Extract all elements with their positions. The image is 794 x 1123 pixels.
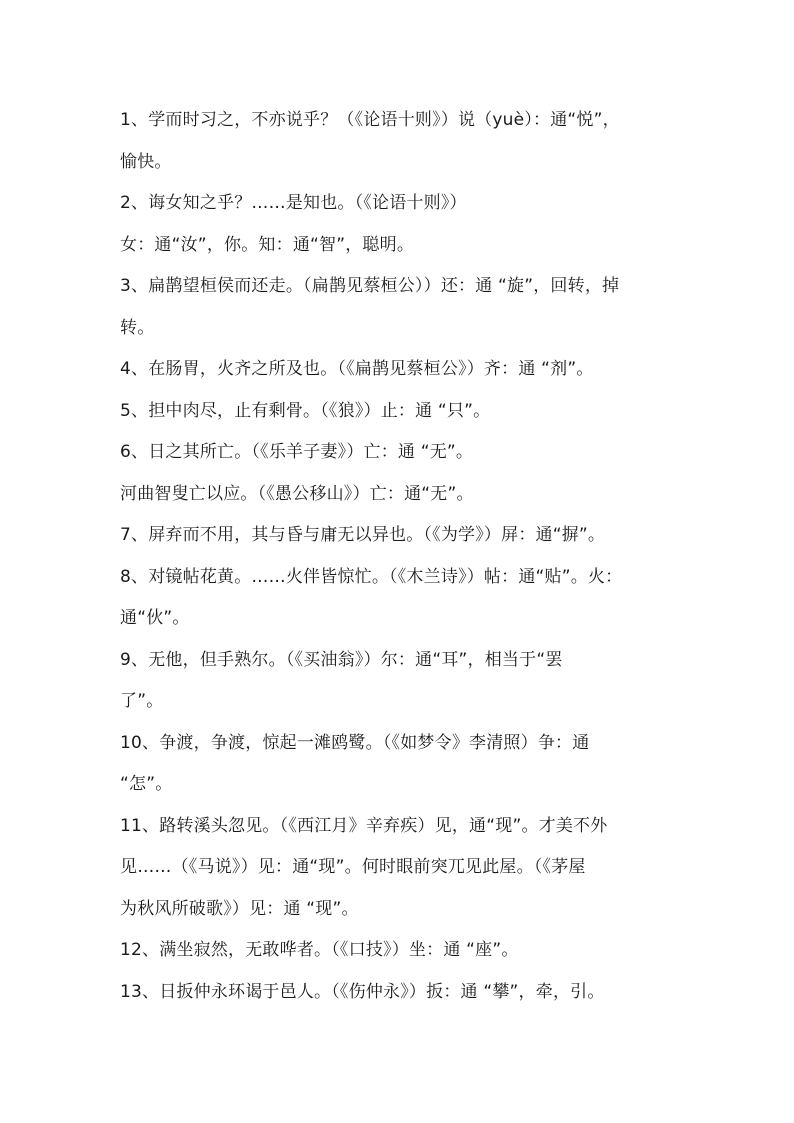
text-line-5: 3、扁鹊望桓侯而还走。（扁鹊见蔡桓公））还：通 “旋”，回转，掉 (120, 276, 620, 296)
text-line-10: 河曲智叟亡以应。（《愚公移山》）亡：通“无”。 (120, 483, 474, 504)
text-line-11: 7、屏弃而不用，其与昏与庸无以异也。（《为学》）屏：通“摒”。 (120, 525, 606, 545)
text-line-18: 11、路转溪头忽见。（《西江月》辛弃疾）见，通“现”。才美不外 (120, 815, 608, 836)
text-line-6: 转。 (120, 317, 155, 338)
text-line-9: 6、日之其所亡。（《乐羊子妻》）亡：通 “无”。 (120, 442, 474, 462)
text-line-14: 9、无他，但手熟尔。（《买油翁》）尔：通“耳”，相当于“罢 (120, 649, 563, 670)
text-line-3: 2、诲女知之乎？……是知也。（《论语十则》） (120, 193, 467, 213)
text-line-2: 愉快。 (120, 151, 172, 172)
text-line-22: 13、日扳仲永环谒于邑人。（《伤仲永》）扳：通 “攀”，牵，引。 (120, 981, 605, 1002)
text-line-1: 1、学而时习之，不亦说乎？（《论语十则》）说（yuè）：通“悦”， (120, 110, 620, 130)
text-line-17: “怎”。 (120, 774, 173, 794)
text-line-21: 12、满坐寂然，无敢哗者。（《口技》）坐：通 “座”。 (120, 940, 519, 960)
text-line-20: 为秋风所破歌》）见：通 “现”。 (120, 898, 359, 919)
document-body (120, 100, 710, 1013)
text-line-16: 10、争渡，争渡，惊起一滩鸥鹭。（《如梦令》李清照）争：通 (120, 732, 590, 753)
text-line-4: 女：通“汝”，你。知：通“智”，聪明。 (120, 234, 415, 255)
text-line-19: 见……（《马说》）见：通“现”。何时眼前突兀见此屋。（《茅屋 (120, 857, 586, 877)
text-line-12: 8、对镜帖花黄。……火伴皆惊忙。（《木兰诗》）帖：通“贴”。火： (120, 566, 623, 587)
text-line-7: 4、在肠胃，火齐之所及也。（《扁鹊见蔡桓公》）齐：通 “剂”。 (120, 359, 594, 379)
text-line-13: 通“伙”。 (120, 608, 190, 628)
text-line-15: 了”。 (120, 691, 164, 711)
text-line-8: 5、担中肉尽，止有剩骨。（《狼》）止：通 “只”。 (120, 400, 491, 421)
